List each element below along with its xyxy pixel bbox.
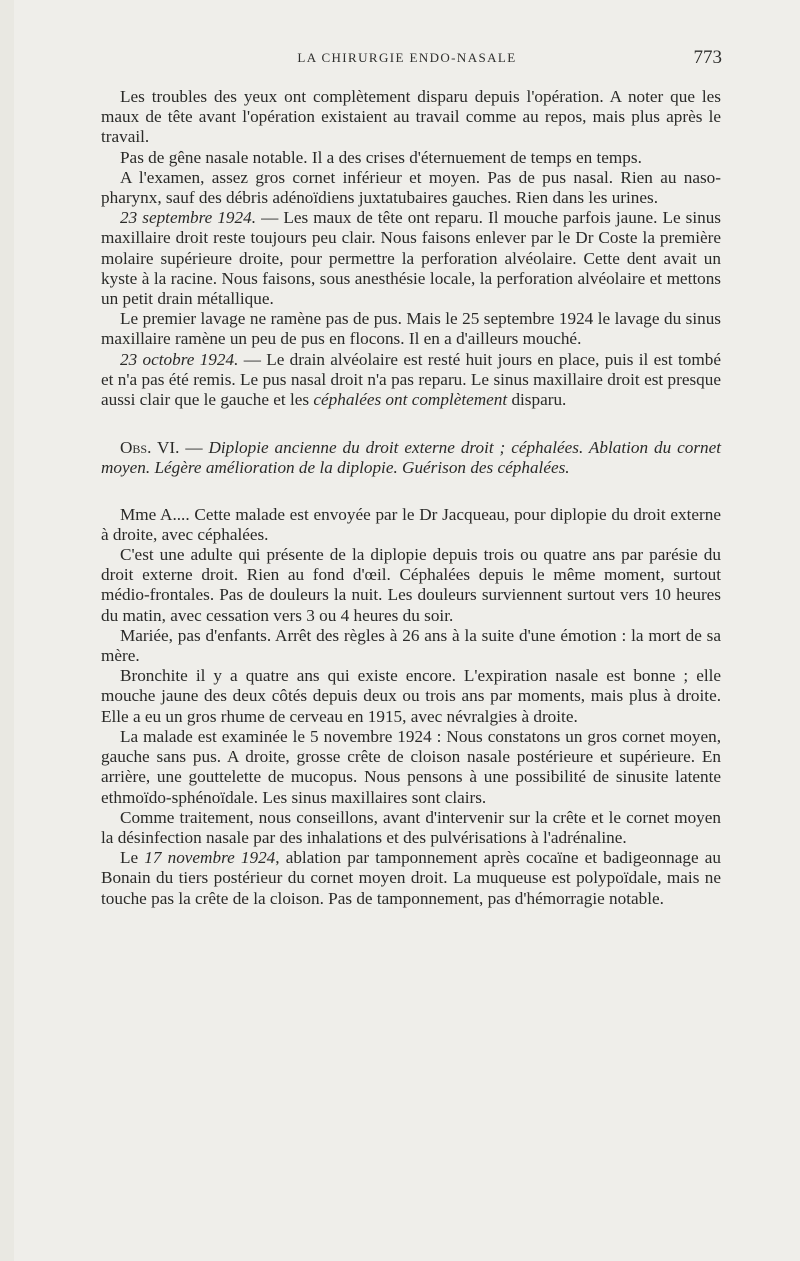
- paragraph-text: , ablation par tamponnement après cocaïne et badigeonnage au Bonain du tiers postérieur du cornet moyen droit. La muqueuse est polypoïdale, mais ne touche pas la crête de la cloison. Pas de tamponnement, pas d'hémorragie notable.: [101, 848, 721, 908]
- paragraph: [101, 848, 721, 909]
- date-entry: 23 septembre 1924.: [120, 208, 257, 228]
- paragraph: Les troubles des yeux ont complètement disparu depuis l'opération. A noter que les maux de tête avant l'opération existaient au travail comme au repos, mais plus après le travail.: [101, 87, 721, 147]
- paragraph: Pas de gêne nasale notable. Il a des crises d'éternuement de temps en temps.: [120, 147, 642, 167]
- page-number: 773: [693, 47, 722, 68]
- paragraph: La malade est examinée le 5 novembre 1924 : Nous constatons un gros cornet moyen, gauche sans pus. A droite, grosse crête de cloison nasale postérieure et supérieure. En arrière, une gouttelette de mucopus. Nous pensons à une possibilité de sinusite latente ethmoïdo-sphénoïdale. Les sinus maxillaires sont clairs.: [101, 726, 721, 807]
- paragraph: A l'examen, assez gros cornet inférieur et moyen. Pas de pus nasal. Rien au naso-pharynx, sauf des débris adénoïdiens juxtatubaires gauches. Rien dans les urines.: [101, 167, 721, 208]
- paragraph: Mariée, pas d'enfants. Arrêt des règles à 26 ans à la suite d'une émotion : la mort de sa mère.: [101, 625, 721, 666]
- paragraph-text: disparu.: [507, 390, 567, 410]
- paragraph: Bronchite il y a quatre ans qui existe encore. L'expiration nasale est bonne ; elle mouche jaune des deux côtés depuis deux ou trois ans par moments, mais plus à droite. Elle a eu un gros rhume de cerveau en 1915, avec névralgies à droite.: [101, 666, 721, 726]
- dash: —: [179, 438, 209, 458]
- date-entry: 23 octobre 1924.: [120, 349, 239, 369]
- paragraph: [101, 350, 721, 411]
- book-page: [14, 0, 800, 1261]
- paragraph: Le premier lavage ne ramène pas de pus. Mais le 25 septembre 1924 le lavage du sinus maxillaire ramène un peu de pus en flocons. Il en a d'ailleurs mouché.: [101, 309, 721, 349]
- page-header: [14, 47, 800, 74]
- paragraph: [101, 208, 721, 309]
- body-text: [101, 87, 721, 909]
- observation-label: Obs. VI.: [120, 438, 180, 458]
- running-head: LA CHIRURGIE ENDO-NASALE: [297, 50, 517, 65]
- emphasis-text: céphalées ont complètement: [313, 390, 508, 410]
- paragraph: C'est une adulte qui présente de la diplopie depuis trois ou quatre ans par parésie du droit externe droit. Rien au fond d'œil. Céphalées depuis le même moment, surtout médio-frontales. Pas de douleurs la nuit. Les douleurs surviennent surtout vers 10 heures du matin, avec cessation vers 3 ou 4 heures du soir.: [101, 545, 721, 625]
- observation-heading: [101, 438, 721, 478]
- paragraph: Comme traitement, nous conseillons, avant d'intervenir sur la crête et le cornet moyen la désinfection nasale par des inhalations et des pulvérisations à l'adrénaline.: [101, 807, 721, 847]
- paragraph-text: — Le drain alvéolaire est resté huit jours en place, puis il est tombé et n'a pas été remis. Le pus nasal droit n'a pas reparu. Le sinus maxillaire droit est presque aussi clair que le gauche et les: [101, 349, 721, 410]
- paragraph: Mme A.... Cette malade est envoyée par le Dr Jacqueau, pour diplopie du droit externe à droite, avec céphalées.: [101, 504, 721, 544]
- paragraph-text: Le: [120, 848, 145, 868]
- date-entry: 17 novembre 1924: [144, 848, 276, 868]
- observation-title: Diplopie ancienne du droit externe droit ; céphalées. Ablation du cornet moyen. Légère amélioration de la diplopie. Guérison des céphalées.: [101, 438, 722, 478]
- paragraph-text: — Les maux de tête ont reparu. Il mouche parfois jaune. Le sinus maxillaire droit reste toujours peu clair. Nous faisons enlever par le Dr Coste la première molaire supérieure droite, pour permettre la perforation alvéolaire. Cette dent avait un kyste à la racine. Nous faisons, sous anesthésie locale, la perforation alvéolaire et mettons un petit drain métallique.: [101, 208, 721, 309]
